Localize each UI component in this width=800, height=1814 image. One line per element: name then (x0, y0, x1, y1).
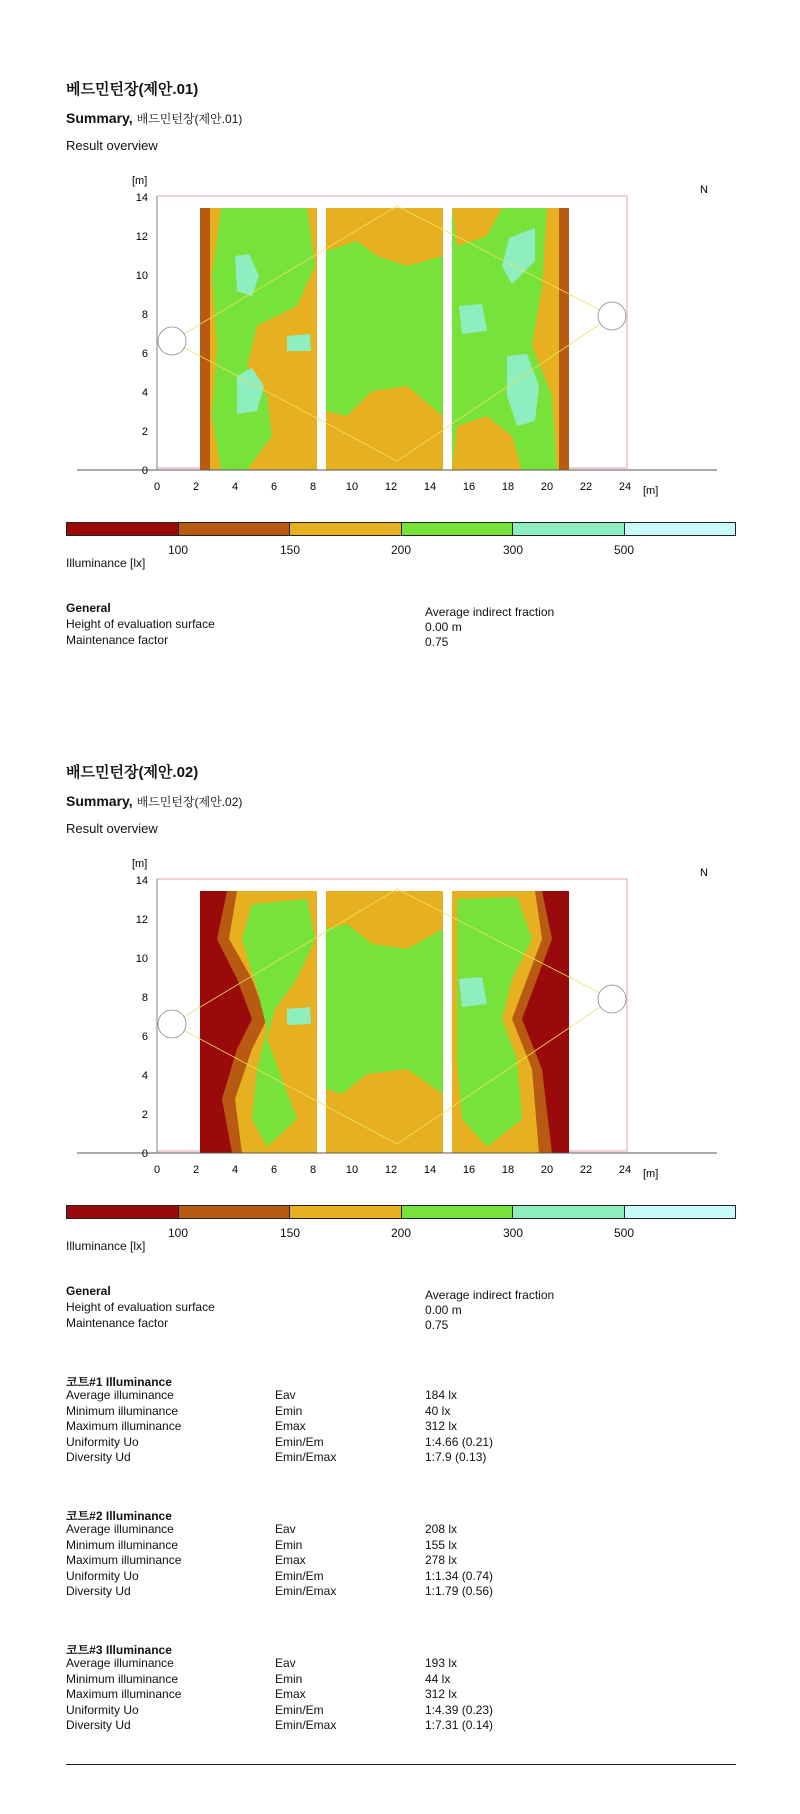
summary-subtitle: 배드민턴장(제안.01) (136, 112, 243, 126)
section-title: 베드민턴장(제안.01) (66, 81, 199, 98)
court-row-symbol: Emax (275, 1687, 306, 1701)
general-value: 0.00 m (425, 1303, 462, 1317)
illuminance-legend-bar (66, 522, 736, 536)
svg-text:16: 16 (462, 1164, 476, 1176)
plan-group (77, 196, 717, 470)
court-heading: 코트#2 Illuminance (66, 1509, 172, 1523)
court-row-value: 312 lx (425, 1419, 458, 1433)
summary-heading (66, 110, 242, 127)
legend-tick: 150 (279, 543, 301, 557)
legend-label: Illuminance [lx] (66, 556, 146, 570)
svg-text:18: 18 (501, 1164, 515, 1176)
court-row-symbol: Emin (275, 1671, 303, 1686)
court-row-label: Maximum illuminance (66, 1687, 182, 1701)
illuminance-plan-2 (60, 859, 740, 1184)
svg-text:10: 10 (135, 953, 148, 965)
legend-tick: 500 (613, 543, 635, 557)
court-row-label: Minimum illuminance (66, 1403, 179, 1418)
svg-text:4: 4 (141, 1070, 148, 1082)
light-pole-right (598, 985, 626, 1013)
court-row-label: Uniformity Uo (66, 1568, 139, 1583)
general-value: 0.75 (425, 1318, 449, 1332)
general-value: Average indirect fraction (425, 605, 555, 619)
court-row-value: 1:7.31 (0.14) (425, 1718, 494, 1732)
light-pole-right (598, 302, 626, 330)
svg-text:12: 12 (135, 231, 148, 243)
result-overview-label: Result overview (66, 138, 158, 153)
court-row-label: Maximum illuminance (66, 1553, 182, 1567)
court-row-symbol: Emin/Emax (275, 1718, 337, 1732)
svg-text:24: 24 (618, 481, 632, 493)
svg-text:16: 16 (462, 481, 476, 493)
section-title: 배드민턴장(제안.02) (66, 764, 199, 781)
illuminance-plan-1 (60, 176, 740, 501)
y-unit-label: [m] (132, 176, 148, 187)
court-row-value: 278 lx (425, 1553, 458, 1567)
svg-text:6: 6 (141, 1031, 148, 1043)
light-pole-left (158, 327, 186, 355)
svg-text:2: 2 (141, 1109, 148, 1121)
plan-group (77, 879, 717, 1153)
legend-label: Illuminance [lx] (66, 1239, 146, 1253)
general-label: Height of evaluation surface (66, 617, 215, 631)
legend-tick: 100 (167, 543, 189, 557)
court-row-value: 40 lx (425, 1403, 451, 1418)
svg-text:4: 4 (231, 1164, 239, 1176)
svg-text:0: 0 (141, 465, 148, 477)
bottom-divider (66, 1764, 736, 1765)
court-row-symbol: Emin/Em (275, 1702, 324, 1717)
general-label: Maintenance factor (66, 633, 169, 647)
svg-text:8: 8 (141, 992, 148, 1004)
svg-text:6: 6 (270, 481, 278, 493)
svg-text:18: 18 (501, 481, 515, 493)
legend-tick: 500 (613, 1226, 635, 1240)
x-unit-label: [m] (643, 485, 659, 497)
north-label: N (700, 184, 708, 196)
svg-text:8: 8 (309, 481, 317, 493)
summary-heading (66, 793, 242, 810)
court-row-value: 184 lx (425, 1388, 458, 1402)
svg-text:2: 2 (141, 426, 148, 438)
legend-tick: 200 (390, 543, 412, 557)
court-row-label: Average illuminance (66, 1656, 174, 1670)
general-heading: General (66, 1284, 111, 1298)
court-row-label: Minimum illuminance (66, 1671, 179, 1686)
court-row-symbol: Eav (275, 1388, 296, 1402)
court-row-label: Average illuminance (66, 1388, 174, 1402)
illuminance-legend-bar (66, 1205, 736, 1219)
court-row-value: 155 lx (425, 1537, 458, 1552)
court-row-symbol: Emin (275, 1537, 303, 1552)
svg-text:4: 4 (231, 481, 239, 493)
svg-text:22: 22 (579, 481, 593, 493)
svg-text:0: 0 (153, 481, 161, 493)
svg-text:0: 0 (153, 1164, 161, 1176)
result-overview-label: Result overview (66, 821, 158, 836)
svg-text:14: 14 (135, 192, 148, 204)
court-row-label: Average illuminance (66, 1522, 174, 1536)
court-row-symbol: Emax (275, 1419, 306, 1433)
court-row-value: 193 lx (425, 1656, 458, 1670)
general-value: Average indirect fraction (425, 1288, 555, 1302)
svg-text:22: 22 (579, 1164, 593, 1176)
summary-label: Summary, (66, 110, 133, 126)
svg-text:4: 4 (141, 387, 148, 399)
north-label: N (700, 867, 708, 879)
svg-text:24: 24 (618, 1164, 632, 1176)
court-row-value: 44 lx (425, 1671, 451, 1686)
summary-subtitle: 배드민턴장(제안.02) (136, 795, 243, 809)
light-pole-left (158, 1010, 186, 1038)
svg-text:12: 12 (384, 481, 398, 493)
court-row-label: Diversity Ud (66, 1450, 131, 1464)
court-row-symbol: Emax (275, 1553, 306, 1567)
court-row-value: 1:4.66 (0.21) (425, 1434, 494, 1449)
legend-tick: 300 (502, 543, 524, 557)
court-row-label: Maximum illuminance (66, 1419, 182, 1433)
court-row-symbol: Emin (275, 1403, 303, 1418)
svg-text:8: 8 (141, 309, 148, 321)
court-row-value: 1:1.34 (0.74) (425, 1568, 494, 1583)
general-value: 0.00 m (425, 620, 462, 634)
y-unit-label: [m] (132, 859, 148, 870)
svg-text:10: 10 (345, 481, 359, 493)
general-label: Height of evaluation surface (66, 1300, 215, 1314)
court-row-label: Uniformity Uo (66, 1702, 139, 1717)
court-row-symbol: Emin/Em (275, 1434, 324, 1449)
svg-text:10: 10 (345, 1164, 359, 1176)
x-unit-label: [m] (643, 1168, 659, 1180)
svg-text:0: 0 (141, 1148, 148, 1160)
general-value: 0.75 (425, 635, 449, 649)
court-row-value: 312 lx (425, 1687, 458, 1701)
svg-text:14: 14 (135, 875, 148, 887)
court-row-symbol: Emin/Emax (275, 1450, 337, 1464)
court-row-label: Uniformity Uo (66, 1434, 139, 1449)
court-row-symbol: Eav (275, 1656, 296, 1670)
court-heading: 코트#3 Illuminance (66, 1643, 172, 1657)
svg-text:12: 12 (384, 1164, 398, 1176)
svg-text:2: 2 (192, 1164, 200, 1176)
svg-text:12: 12 (135, 914, 148, 926)
court-row-label: Diversity Ud (66, 1718, 131, 1732)
legend-tick: 200 (390, 1226, 412, 1240)
general-label: Maintenance factor (66, 1316, 169, 1330)
svg-text:6: 6 (141, 348, 148, 360)
court-row-value: 1:1.79 (0.56) (425, 1584, 494, 1598)
general-heading: General (66, 601, 111, 615)
court-heading: 코트#1 Illuminance (66, 1375, 172, 1389)
svg-text:20: 20 (540, 481, 554, 493)
court-row-value: 208 lx (425, 1522, 458, 1536)
summary-label: Summary, (66, 793, 133, 809)
svg-text:8: 8 (309, 1164, 317, 1176)
svg-text:14: 14 (423, 481, 437, 493)
svg-text:6: 6 (270, 1164, 278, 1176)
court-row-symbol: Eav (275, 1522, 296, 1536)
svg-text:2: 2 (192, 481, 200, 493)
legend-tick: 100 (167, 1226, 189, 1240)
legend-tick: 150 (279, 1226, 301, 1240)
court-row-value: 1:4.39 (0.23) (425, 1702, 494, 1717)
legend-tick: 300 (502, 1226, 524, 1240)
court-row-label: Minimum illuminance (66, 1537, 179, 1552)
svg-text:10: 10 (135, 270, 148, 282)
court-row-value: 1:7.9 (0.13) (425, 1450, 487, 1464)
svg-text:20: 20 (540, 1164, 554, 1176)
court-row-label: Diversity Ud (66, 1584, 131, 1598)
court-row-symbol: Emin/Emax (275, 1584, 337, 1598)
svg-text:14: 14 (423, 1164, 437, 1176)
court-row-symbol: Emin/Em (275, 1568, 324, 1583)
